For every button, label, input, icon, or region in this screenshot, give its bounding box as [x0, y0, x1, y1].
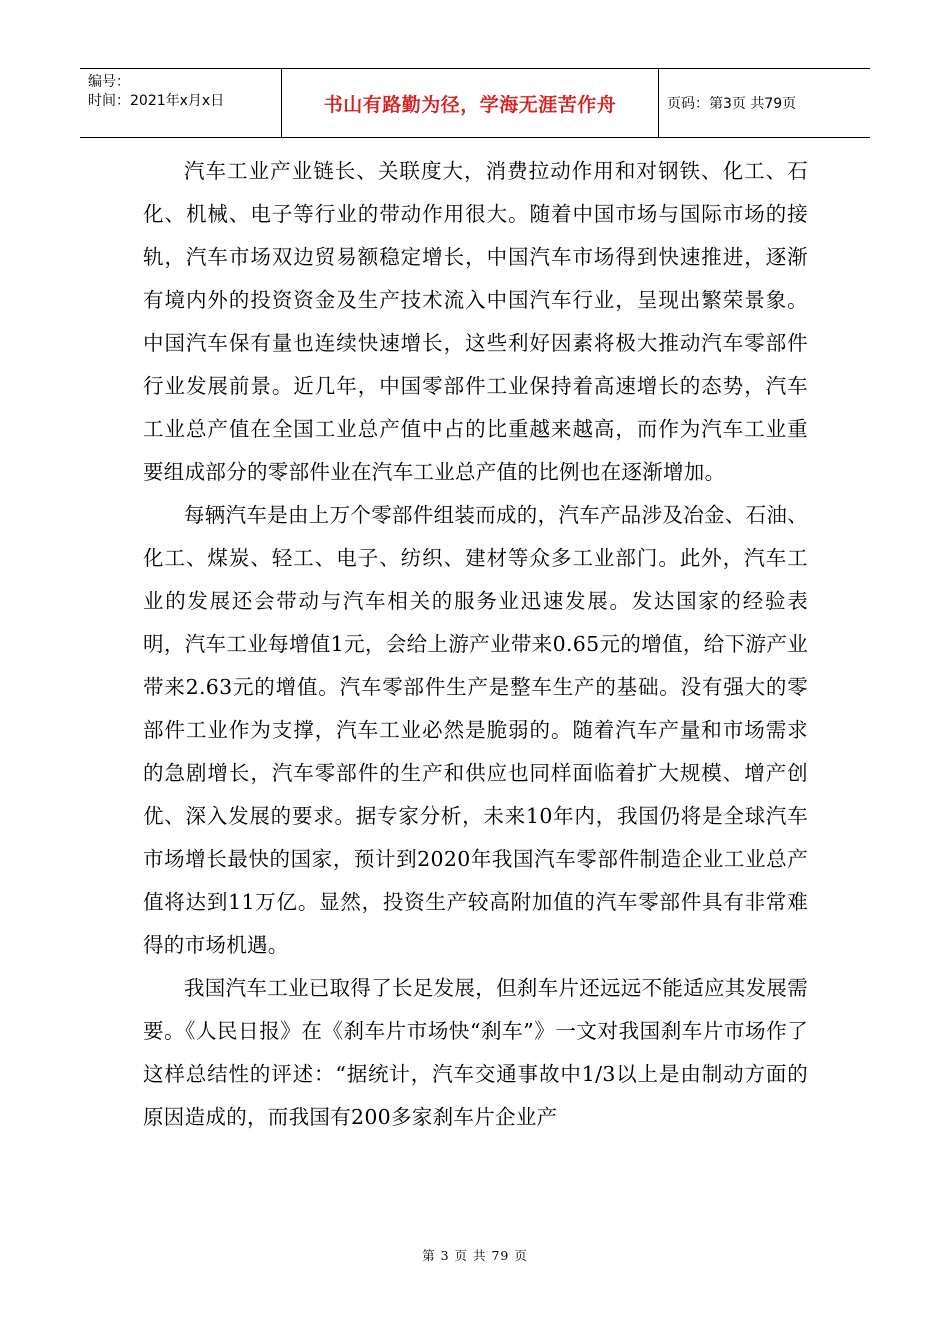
paragraph-1: 汽车工业产业链长、关联度大，消费拉动作用和对钢铁、化工、石化、机械、电子等行业的带动作用很大。随着中国市场与国际市场的接轨，汽车市场双边贸易额稳定增长，中国汽车市场得到快速推进，逐渐有境内外的投资资金及生产技术流入中国汽车行业，呈现出繁荣景象。中国汽车保有量也连续快速增长，这些利好因素将极大推动汽车零部件行业发展前景。近几年，中国零部件工业保持着高速增长的态势，汽车工业总产值在全国工业总产值中占的比重越来越高，而作为汽车工业重要组成部分的零部件业在汽车工业总产值的比例也在逐渐增加。: [143, 159, 808, 484]
page-footer: 第 3 页 共 79 页: [422, 1248, 528, 1263]
paragraph-2: 每辆汽车是由上万个零部件组装而成的，汽车产品涉及冶金、石油、化工、煤炭、轻工、电子、纺织、建材等众多工业部门。此外，汽车工业的发展还会带动与汽车相关的服务业迅速发展。发达国家的经验表明，汽车工业每增值1元，会给上游产业带来0.65元的增值，给下游产业带来2.63元的增值。汽车零部件生产是整车生产的基础。没有强大的零部件工业作为支撑，汽车工业必然是脆弱的。随着汽车产量和市场需求的急剧增长，汽车零部件的生产和供应也同样面临着扩大规模、增产创优、深入发展的要求。据专家分析，未来10年内，我国仍将是全球汽车市场增长最快的国家，预计到2020年我国汽车零部件制造企业工业总产值将达到11万亿。显然，投资生产较高附加值的汽车零部件具有非常难得的市场机遇。: [143, 503, 808, 957]
paragraph-3: 我国汽车工业已取得了长足发展，但刹车片还远远不能适应其发展需要。《人民日报》在《刹车片市场快“刹车”》一文对我国刹车片市场作了这样总结性的评述：“据统计，汽车交通事故中1/3以上是由制动方面的原因造成的，而我国有200多家刹车片企业产: [143, 976, 808, 1129]
header-page-info: 页码：第3页 共79页: [667, 96, 797, 112]
header-motto: 书山有路勤为径，学海无涯苦作舟: [282, 69, 659, 137]
serial-label: 编号：: [88, 74, 130, 90]
time-label: 时间：2021年x月x日: [88, 93, 225, 109]
document-body: [143, 150, 808, 1139]
page-header: [80, 68, 870, 138]
header-meta: [80, 69, 282, 137]
